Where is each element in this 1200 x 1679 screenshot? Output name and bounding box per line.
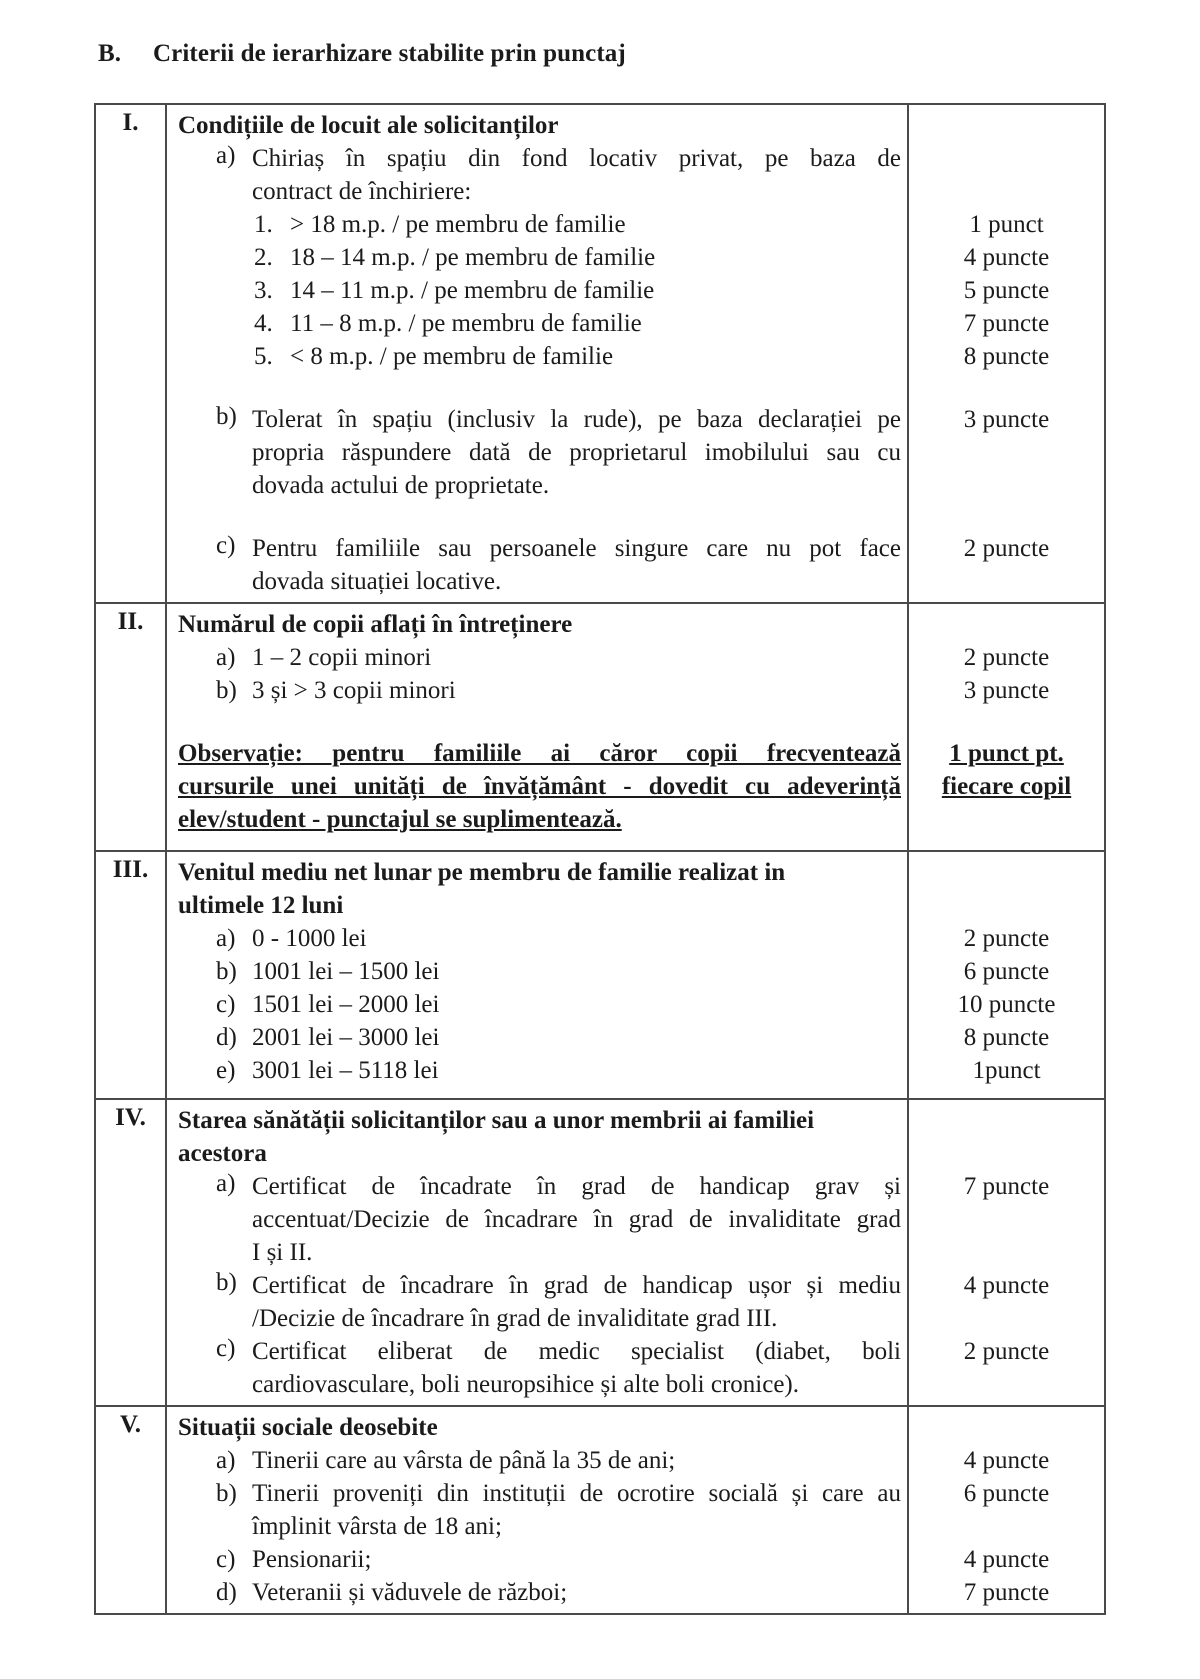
points-value: 5 puncte [963,277,1050,304]
sub-number: 2. [254,244,273,271]
criterion-item [216,1054,901,1087]
criterion-item [178,532,901,598]
section-title: Situații sociale deosebite [178,1414,438,1441]
points-column [908,1406,1105,1614]
points-value: 8 puncte [963,1024,1050,1051]
item-text-line: cardiovasculare, boli neuropsihice și alte boli cronice). [252,1371,800,1398]
criterion-list [178,922,901,1087]
item-text-line: împlinit vârsta de 18 ani; [252,1513,502,1540]
item-text-line: Certificat de încadrare în grad de handicap ușor și mediu [252,1272,901,1299]
points-value: 7 puncte [963,1579,1050,1606]
sub-item [254,208,901,241]
item-label: c) [216,991,236,1018]
points-value: 6 puncte [963,1480,1050,1507]
points-value: 2 puncte [963,535,1050,562]
points-value: 2 puncte [963,644,1050,671]
item-label: c) [216,1335,236,1362]
points-value: 8 puncte [963,343,1050,370]
section-number: IV. [95,1099,166,1406]
table-row-section-5 [95,1406,1105,1614]
sub-item [254,274,901,307]
section-number: V. [95,1406,166,1614]
points-value: 4 puncte [963,244,1050,271]
heading-title: Criterii de ierarhizare stabilite prin punctaj [153,40,626,67]
item-text: 3 și > 3 copii minori [252,677,456,704]
points-column [908,851,1105,1099]
item-label: b) [216,1269,237,1296]
sub-text: 14 – 11 m.p. / pe membru de familie [290,277,655,304]
criterion-item [178,1335,901,1401]
item-label: d) [216,1579,237,1606]
item-label: b) [216,1480,237,1507]
criterion-item [216,1444,901,1477]
item-text-line: Certificat eliberat de medic specialist (diabet, boli [252,1338,901,1365]
points-column [908,603,1105,851]
item-text-line: dovada situației locative. [252,568,502,595]
points-value: 3 puncte [963,406,1050,433]
table-row-section-3 [95,851,1105,1099]
item-text-line: Tolerat în spațiu (inclusiv la rude), pe baza declarației pe [252,406,901,433]
item-text: Pensionarii; [252,1546,372,1573]
points-value: 4 puncte [963,1272,1050,1299]
section-title: Condițiile de locuit ale solicitanților [178,112,559,139]
item-text: 1501 lei – 2000 lei [252,991,440,1018]
section-body [166,1406,908,1614]
sub-number: 3. [254,277,273,304]
observation-line: cursurile unei unități de învățământ - dovedit cu adeverință [178,773,901,800]
criterion-list [178,1444,901,1609]
sub-item [254,307,901,340]
item-text: Tinerii care au vârsta de până la 35 de ani; [252,1447,676,1474]
item-text-line: Tinerii proveniți din instituții de ocrotire socială și care au [252,1480,901,1507]
item-label: b) [216,403,237,430]
observation-line: Observație: pentru familiile ai căror copii frecventează [178,740,901,767]
item-text: Veteranii și văduvele de război; [252,1579,568,1606]
points-value: 4 puncte [963,1546,1050,1573]
points-value: 1 punct [969,211,1044,238]
criterion-item [216,988,901,1021]
section-number: II. [95,603,166,851]
sub-list [178,208,901,373]
item-label: a) [216,142,236,169]
item-text-line: dovada actului de proprietate. [252,472,550,499]
item-text-line: I și II. [252,1239,313,1266]
item-label: a) [216,1447,236,1474]
table-row-section-1 [95,104,1105,603]
points-value: 10 puncte [957,991,1056,1018]
item-label: e) [216,1057,236,1084]
section-title: Starea sănătății solicitanților sau a unor membrii ai familiei [178,1107,815,1134]
item-label: a) [216,1170,236,1197]
section-number: I. [95,104,166,603]
table-row-section-2 [95,603,1105,851]
points-column [908,104,1105,603]
section-number: III. [95,851,166,1099]
criterion-item [216,1021,901,1054]
points-column [908,1099,1105,1406]
section-body [166,1099,908,1406]
sub-text: 11 – 8 m.p. / pe membru de familie [290,310,642,337]
section-title: Venitul mediu net lunar pe membru de familie realizat in [178,859,786,886]
sub-item [254,340,901,373]
table-row-section-4 [95,1099,1105,1406]
sub-item [254,241,901,274]
section-body [166,851,908,1099]
item-label: a) [216,925,236,952]
points-value: 6 puncte [963,958,1050,985]
item-label: c) [216,532,236,559]
criterion-item [216,955,901,988]
heading-letter: B. [98,40,122,67]
item-text-line: Chiriaș în spațiu din fond locativ privat, pe baza de [252,145,901,172]
item-text: 3001 lei – 5118 lei [252,1057,439,1084]
points-value: 2 puncte [963,1338,1050,1365]
points-value: 1punct [972,1057,1041,1084]
item-text: 1 – 2 copii minori [252,644,432,671]
item-label: b) [216,958,237,985]
sub-text: 18 – 14 m.p. / pe membru de familie [290,244,656,271]
sub-text: > 18 m.p. / pe membru de familie [290,211,626,238]
section-body [166,104,908,603]
criterion-item [178,641,901,707]
section-body [166,603,908,851]
item-text-line: contract de închiriere: [252,178,472,205]
item-text: 1001 lei – 1500 lei [252,958,440,985]
item-label: a) [216,644,236,671]
criterion-item [178,1170,901,1269]
section-title: Numărul de copii aflați în întreținere [178,611,573,638]
item-text-line: Pentru familiile sau persoanele singure care nu pot face [252,535,901,562]
points-value: 3 puncte [963,677,1050,704]
item-text-line: propria răspundere dată de proprietarul imobilului sau cu [252,439,901,466]
item-label: b) [216,677,237,704]
item-text: 2001 lei – 3000 lei [252,1024,440,1051]
criterion-item [178,142,901,208]
sub-number: 4. [254,310,273,337]
observation-line: elev/student - punctajul se suplimentează. [178,806,622,833]
section-title: ultimele 12 luni [178,892,344,919]
section-heading [98,40,626,68]
points-value: 4 puncte [963,1447,1050,1474]
points-value: 7 puncte [963,310,1050,337]
item-text-line: accentuat/Decizie de încadrare în grad de invaliditate grad [252,1206,901,1233]
criterion-item [216,1477,901,1543]
criteria-table [94,103,1106,1615]
criterion-item [178,1269,901,1335]
item-text-line: /Decizie de încadrare în grad de invaliditate grad III. [252,1305,778,1332]
sub-text: < 8 m.p. / pe membru de familie [290,343,614,370]
criterion-item [216,1576,901,1609]
criterion-item [216,922,901,955]
observation-note [178,737,901,836]
criterion-item [178,403,901,502]
sub-number: 5. [254,343,273,370]
item-label: c) [216,1546,236,1573]
item-text: 0 - 1000 lei [252,925,367,952]
points-value: 7 puncte [963,1173,1050,1200]
criterion-item [216,1543,901,1576]
item-label: d) [216,1024,237,1051]
item-text-line: Certificat de încadrate în grad de handicap grav și [252,1173,901,1200]
sub-number: 1. [254,211,273,238]
points-value: fiecare copil [941,773,1072,800]
section-title: acestora [178,1140,267,1167]
points-value: 2 puncte [963,925,1050,952]
points-value: 1 punct pt. [949,740,1064,767]
